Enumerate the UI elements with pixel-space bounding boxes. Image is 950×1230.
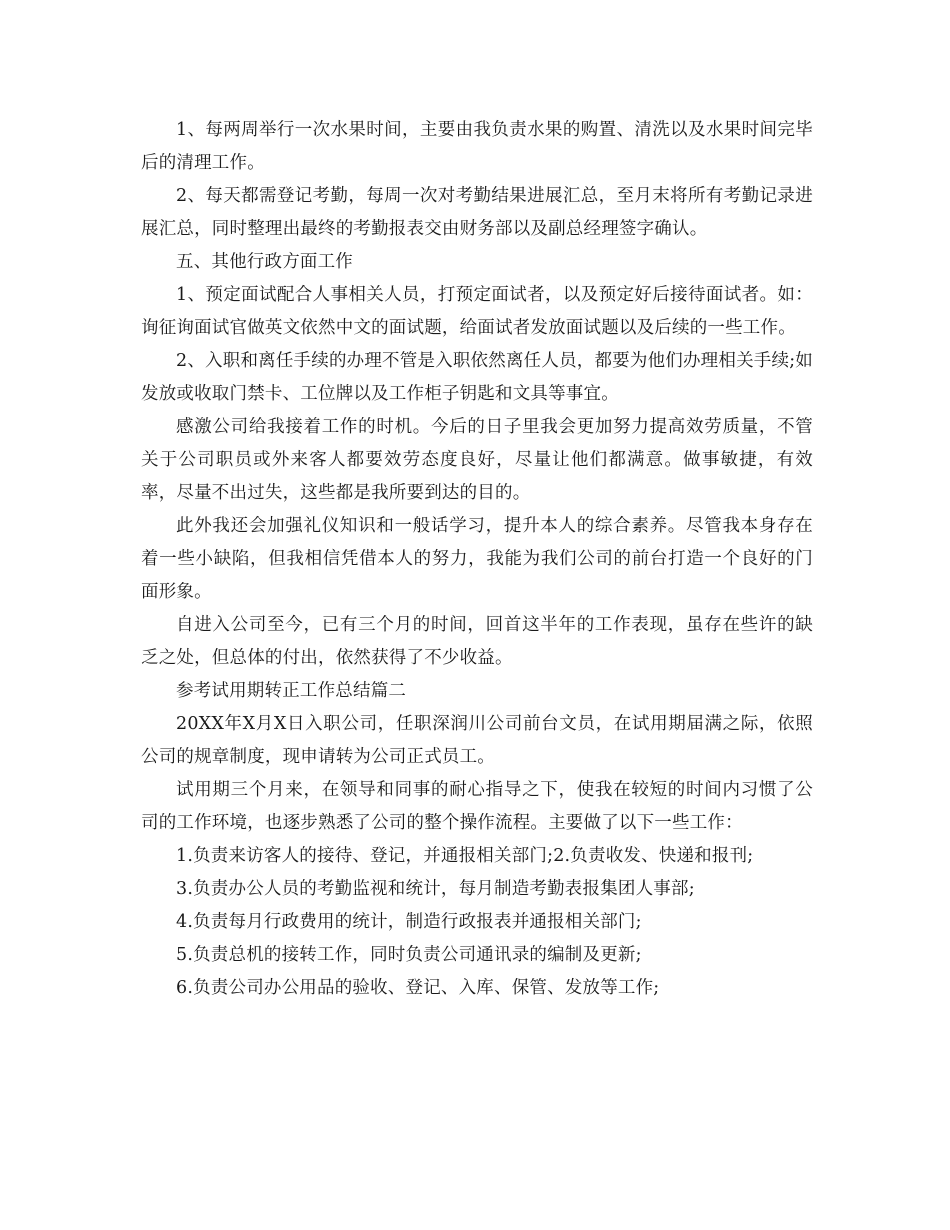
paragraph-gratitude: 感激公司给我接着工作的时机。今后的日子里我会更加努力提高效劳质量，不管关于公司职员或外来客人都要效劳态度良好，尽量让他们都满意。做事敏捷，有效率，尽量不出过失，这些都是我所要到达的目的。 <box>141 417 813 503</box>
paragraph-review: 自进入公司至今，已有三个月的时间，回首这半年的工作表现，虽存在些许的缺乏之处，但总体的付出，依然获得了不少收益。 <box>141 615 813 668</box>
list-item: 5.负责总机的接转工作，同时负责公司通讯录的编制及更新; <box>176 945 642 965</box>
paragraph-probation: 试用期三个月来，在领导和同事的耐心指导之下，使我在较短的时间内习惯了公司的工作环境，也逐步熟悉了公司的整个操作流程。主要做了以下一些工作： <box>141 780 813 833</box>
list-item: 3.负责办公人员的考勤监视和统计，每月制造考勤表报集团人事部; <box>176 879 695 899</box>
document-body <box>141 114 813 1005</box>
paragraph-interview: 1、预定面试配合人事相关人员，打预定面试者，以及预定好后接待面试者。如：询征询面试官做英文依然中文的面试题，给面试者发放面试题以及后续的一些工作。 <box>141 285 813 338</box>
paragraph-fruit-time: 1、每两周举行一次水果时间，主要由我负责水果的购置、清洗以及水果时间完毕后的清理工作。 <box>141 120 813 173</box>
paragraph-onboarding: 2、入职和离任手续的办理不管是入职依然离任人员，都要为他们办理相关手续;如发放或收取门禁卡、工位牌以及工作柜子钥匙和文具等事宜。 <box>141 351 813 404</box>
list-item: 6.负责公司办公用品的验收、登记、入库、保管、发放等工作; <box>176 978 660 998</box>
list-item: 1.负责来访客人的接待、登记，并通报相关部门;2.负责收发、快递和报刊; <box>176 846 754 866</box>
section-heading-admin-work: 五、其他行政方面工作 <box>176 252 353 272</box>
paragraph-self-improvement: 此外我还会加强礼仪知识和一般话学习，提升本人的综合素养。尽管我本身存在着一些小缺陷，但我相信凭借本人的努力，我能为我们公司的前台打造一个良好的门面形象。 <box>141 516 813 602</box>
paragraph-attendance: 2、每天都需登记考勤，每周一次对考勤结果进展汇总，至月末将所有考勤记录进展汇总，同时整理出最终的考勤报表交由财务部以及副总经理签字确认。 <box>141 186 813 239</box>
paragraph-entry-date: 20XX年X月X日入职公司，任职深润川公司前台文员，在试用期届满之际，依照公司的规章制度，现申请转为公司正式员工。 <box>141 714 813 767</box>
list-item: 4.负责每月行政费用的统计，制造行政报表并通报相关部门; <box>176 912 642 932</box>
section-heading-summary-two: 参考试用期转正工作总结篇二 <box>176 681 407 701</box>
